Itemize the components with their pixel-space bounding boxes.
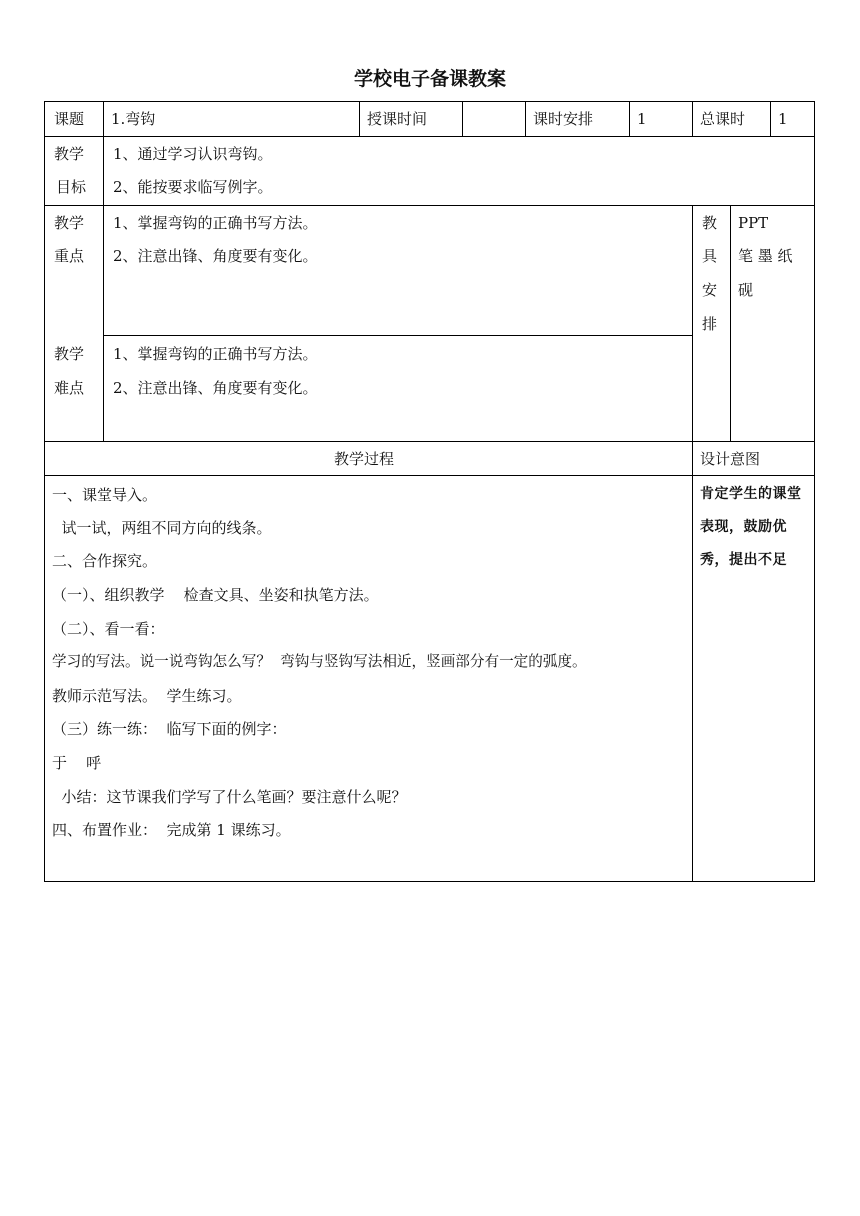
- col-divider: [692, 205, 693, 441]
- difficulty-item: 1、掌握弯钩的正确书写方法。: [113, 345, 318, 363]
- lesson-plan-table: [44, 101, 815, 882]
- tools-line: PPT: [738, 214, 769, 232]
- keypoint-item: 2、注意出锋、角度要有变化。: [113, 247, 318, 265]
- goal-item: 1、通过学习认识弯钩。: [113, 145, 273, 163]
- col-divider: [770, 102, 771, 136]
- row-divider: [45, 136, 814, 137]
- process-line: （三）练一练： 临写下面的例字：: [52, 720, 287, 738]
- topic-label: 课题: [54, 110, 85, 128]
- goals-label-1: 教学: [54, 145, 85, 163]
- col-divider: [692, 441, 693, 881]
- col-divider: [692, 102, 693, 136]
- process-header: 教学过程: [334, 450, 395, 468]
- process-line: 小结：这节课我们学写了什么笔画？要注意什么呢？: [52, 788, 407, 806]
- process-line: （二）、看一看：: [52, 620, 165, 638]
- topic-value: 1.弯钩: [111, 110, 156, 128]
- process-line: （一）、组织教学 检查文具、坐姿和执笔方法。: [52, 586, 379, 604]
- total-value: 1: [778, 110, 788, 128]
- process-line: 试一试，两组不同方向的线条。: [52, 519, 272, 537]
- tools-label-char: 排: [702, 315, 718, 333]
- col-divider: [103, 102, 104, 136]
- time-label: 授课时间: [367, 110, 428, 128]
- tools-label-char: 教: [702, 214, 718, 232]
- col-divider: [462, 102, 463, 136]
- process-line: 二、合作探究。: [52, 552, 158, 570]
- col-divider: [730, 205, 731, 441]
- keypoint-item: 1、掌握弯钩的正确书写方法。: [113, 214, 318, 232]
- schedule-label: 课时安排: [533, 110, 594, 128]
- goals-label-2: 目标: [56, 178, 87, 196]
- goal-item: 2、能按要求临写例字。: [113, 178, 273, 196]
- row-divider: [103, 335, 692, 336]
- difficulty-item: 2、注意出锋、角度要有变化。: [113, 379, 318, 397]
- process-line: 一、课堂导入。: [52, 486, 158, 504]
- process-line: 教师示范写法。 学生练习。: [52, 687, 242, 705]
- page-title: 学校电子备课教案: [353, 68, 506, 90]
- keypoints-label-1: 教学: [54, 214, 85, 232]
- process-line: 于 呼: [52, 754, 102, 772]
- row-divider: [45, 205, 814, 206]
- design-note: 肯定学生的课堂表现，鼓励优秀，提出不足: [700, 486, 802, 568]
- col-divider: [629, 102, 630, 136]
- difficulties-label-1: 教学: [54, 345, 85, 363]
- tools-label-char: 具: [702, 247, 718, 265]
- process-line: 学习的写法。说一说弯钩怎么写？ 弯钩与竖钩写法相近，竖画部分有一定的弧度。: [52, 653, 587, 670]
- process-line: 四、布置作业： 完成第 1 课练习。: [52, 821, 291, 839]
- difficulties-label-2: 难点: [54, 379, 85, 397]
- tools-line: 笔 墨 纸: [738, 247, 793, 265]
- total-label: 总课时: [700, 110, 746, 128]
- col-divider: [103, 136, 104, 441]
- keypoints-label-2: 重点: [54, 247, 85, 265]
- tools-label-char: 安: [702, 281, 718, 299]
- col-divider: [525, 102, 526, 136]
- design-header: 设计意图: [700, 450, 761, 468]
- row-divider: [45, 475, 814, 476]
- col-divider: [359, 102, 360, 136]
- schedule-value: 1: [637, 110, 647, 128]
- row-divider: [45, 441, 814, 442]
- tools-line: 砚: [738, 281, 754, 299]
